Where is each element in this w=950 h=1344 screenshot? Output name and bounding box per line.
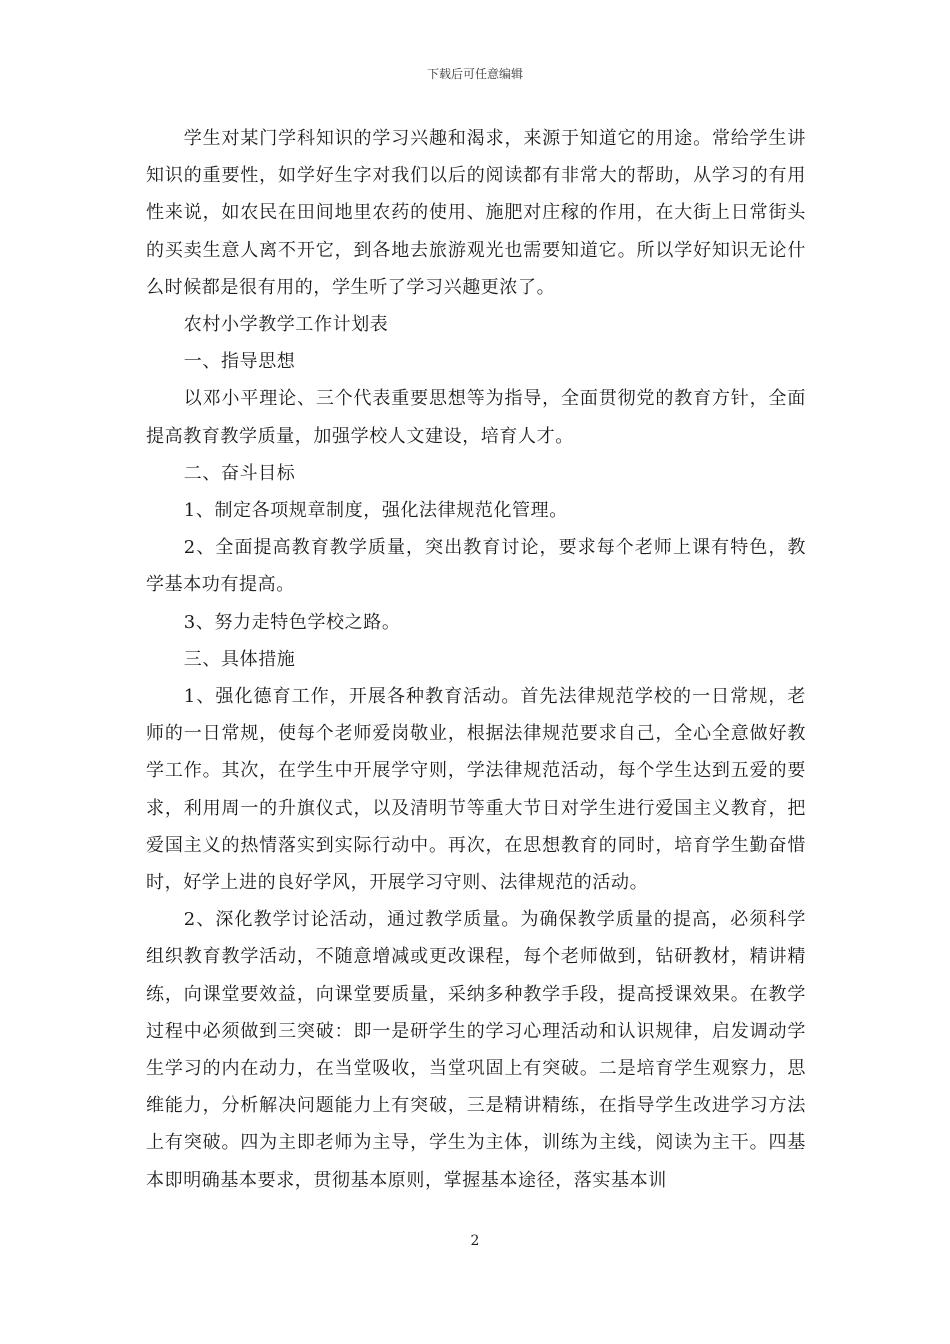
section-title: 农村小学教学工作计划表 (183, 314, 389, 336)
goal-item-3: 3、努力走特色学校之路。 (183, 611, 401, 633)
paragraph-guiding-thought: 以邓小平理论、三个代表重要思想等为指导，全面贯彻党的教育方针，全面提高教育教学质量，加强学校人文建设，培育人才。 (146, 388, 806, 447)
paragraph-usefulness: 学生对某门学科知识的学习兴趣和渴求，来源于知道它的用途。常给学生讲知识的重要性，如学好生字对我们以后的阅读都有非常大的帮助，从学习的有用性来说，如农民在田间地里农药的使用、施肥对庄稼的作用，在大街上日常街头的买卖生意人离不开它，到各地去旅游观光也需要知道它。所以学好知识无论什么时候都是很有用的，学生听了学习兴趣更浓了。 (146, 128, 806, 298)
measure-item-2: 2、深化教学讨论活动，通过教学质量。为确保教学质量的提高，必须科学组织教育教学活动，不随意增减或更改课程，每个老师做到，钻研教材，精讲精练，向课堂要效益，向课堂要质量，采纳多种教学手段，提高授课效果。在教学过程中必须做到三突破：即一是研学生的学习心理活动和认识规律，启发调动学生学习的内在动力，在当堂吸收，当堂巩固上有突破。二是培育学生观察力，思维能力，分析解决问题能力上有突破，三是精讲精练，在指导学生改进学习方法上有突破。四为主即老师为主导，学生为主体，训练为主线，阅读为主干。四基本即明确基本要求，贯彻基本原则，掌握基本途径，落实基本训 (146, 909, 806, 1191)
page-number-text: 2 (470, 1233, 480, 1249)
heading-guiding-thought: 一、指导思想 (183, 351, 296, 373)
document-body (146, 120, 806, 1199)
page-number (0, 1232, 950, 1250)
goal-item-2: 2、全面提高教育教学质量，突出教育讨论，要求每个老师上课有特色，教学基本功有提高。 (146, 537, 806, 596)
heading-goals: 二、奋斗目标 (183, 462, 296, 484)
measure-item-1: 1、强化德育工作，开展各种教育活动。首先法律规范学校的一日常规，老师的一日常规，使每个老师爱岗敬业，根据法律规范要求自己，全心全意做好教学工作。其次，在学生中开展学守则，学法律规范活动，每个学生达到五爱的要求，利用周一的升旗仪式，以及清明节等重大节日对学生进行爱国主义教育，把爱国主义的热情落实到实际行动中。再次，在思想教育的同时，培育学生勤奋惜时，好学上进的良好学风，开展学习守则、法律规范的活动。 (146, 686, 806, 894)
header-note: 下载后可任意编辑 (426, 67, 523, 81)
goal-item-1: 1、制定各项规章制度，强化法律规范化管理。 (183, 500, 568, 522)
page-header (0, 66, 950, 82)
heading-measures: 三、具体措施 (183, 648, 296, 670)
